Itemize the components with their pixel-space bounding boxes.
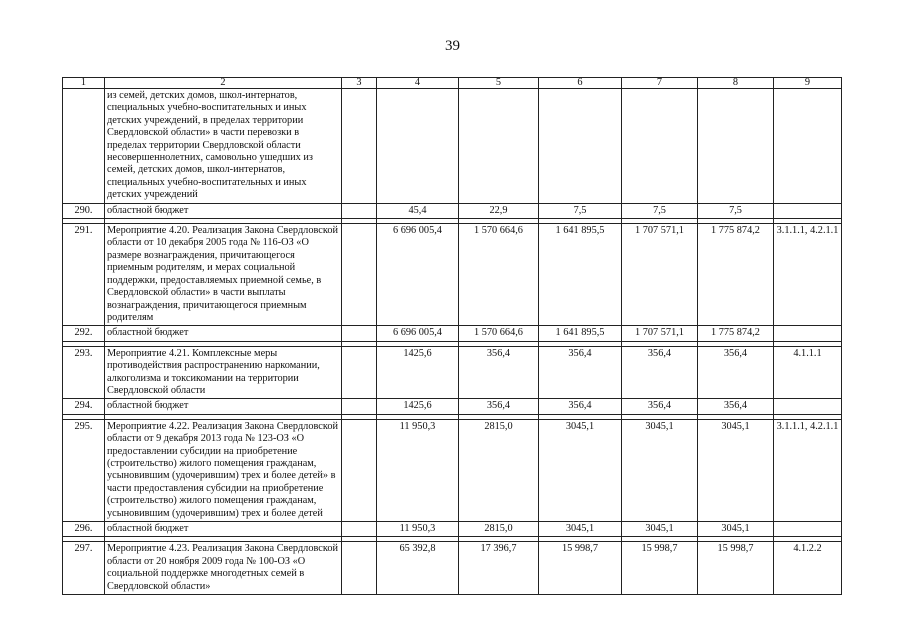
row-number [63,89,105,204]
cell-col4: 1425,6 [377,399,459,414]
cell-col7 [622,89,698,204]
cell-col6: 3045,1 [539,419,622,521]
cell-col4: 6 696 005,4 [377,326,459,341]
row-description: областной бюджет [105,203,342,218]
cell-col5: 356,4 [459,399,539,414]
cell-col7: 1 707 571,1 [622,224,698,326]
cell-col3 [342,89,377,204]
cell-col6: 3045,1 [539,522,622,537]
cell-col8: 1 775 874,2 [698,224,774,326]
cell-col3 [342,542,377,595]
table-row [63,89,842,204]
cell-col9: 3.1.1.1, 4.2.1.1 [774,224,842,326]
cell-col8: 356,4 [698,399,774,414]
cell-col5: 22,9 [459,203,539,218]
cell-col6 [539,89,622,204]
table-row [63,419,842,521]
cell-col8 [698,89,774,204]
cell-col8: 3045,1 [698,522,774,537]
table-row [63,542,842,595]
header-cell: 6 [539,78,622,89]
cell-col7: 3045,1 [622,419,698,521]
cell-col5: 1 570 664,6 [459,326,539,341]
header-cell: 1 [63,78,105,89]
cell-col9: 4.1.2.2 [774,542,842,595]
header-cell: 2 [105,78,342,89]
cell-col9: 3.1.1.1, 4.2.1.1 [774,419,842,521]
cell-col5: 2815,0 [459,522,539,537]
cell-col5 [459,89,539,204]
cell-col3 [342,326,377,341]
cell-col7: 356,4 [622,399,698,414]
header-cell: 7 [622,78,698,89]
cell-col9 [774,522,842,537]
cell-col8: 356,4 [698,346,774,399]
cell-col9: 4.1.1.1 [774,346,842,399]
header-cell: 5 [459,78,539,89]
row-number: 294. [63,399,105,414]
cell-col7: 1 707 571,1 [622,326,698,341]
row-description: областной бюджет [105,522,342,537]
cell-col8: 7,5 [698,203,774,218]
header-cell: 9 [774,78,842,89]
cell-col4: 11 950,3 [377,522,459,537]
table-header-row [63,78,842,89]
row-description: Мероприятие 4.20. Реализация Закона Свердловской области от 10 декабря 2005 года № 116-ОЗ «О размере вознаграждения, причитающегося приемным родителям, и мерах социальной поддержки, предоставляемых приемной семье, в Свердловской области» в части выплаты вознаграждения, причитающегося приемным родителям [105,224,342,326]
row-description: Мероприятие 4.21. Комплексные меры противодействия распространению наркомании, алкоголизма и токсикомании на территории Свердловской области [105,346,342,399]
cell-col4: 6 696 005,4 [377,224,459,326]
cell-col5: 356,4 [459,346,539,399]
cell-col8: 3045,1 [698,419,774,521]
cell-col5: 17 396,7 [459,542,539,595]
cell-col5: 2815,0 [459,419,539,521]
cell-col3 [342,346,377,399]
row-number: 295. [63,419,105,521]
cell-col6: 356,4 [539,346,622,399]
cell-col6: 1 641 895,5 [539,224,622,326]
cell-col8: 1 775 874,2 [698,326,774,341]
row-description: Мероприятие 4.23. Реализация Закона Свердловской области от 20 ноября 2009 года № 100-ОЗ «О социальной поддержке многодетных семей в Свердловской области» [105,542,342,595]
table-row [63,224,842,326]
cell-col3 [342,399,377,414]
cell-col6: 7,5 [539,203,622,218]
cell-col9 [774,203,842,218]
row-description: областной бюджет [105,326,342,341]
table-row [63,326,842,341]
row-description: Мероприятие 4.22. Реализация Закона Свердловской области от 9 декабря 2013 года № 123-ОЗ «О предоставлении субсидии на приобретение (строительство) жилого помещения гражданам, усыновившим (удочерившим) трех и более детей» в части предоставления субсидии на приобретение (строительство) жилого помещения гражданам, усыновившим (удочерившим) трех и более детей [105,419,342,521]
cell-col4: 65 392,8 [377,542,459,595]
table-row [63,203,842,218]
cell-col4: 11 950,3 [377,419,459,521]
cell-col3 [342,224,377,326]
cell-col3 [342,203,377,218]
cell-col3 [342,522,377,537]
header-cell: 3 [342,78,377,89]
table-row [63,399,842,414]
cell-col9 [774,326,842,341]
cell-col7: 7,5 [622,203,698,218]
table-row [63,346,842,399]
cell-col4 [377,89,459,204]
row-number: 292. [63,326,105,341]
cell-col4: 1425,6 [377,346,459,399]
cell-col5: 1 570 664,6 [459,224,539,326]
row-description: из семей, детских домов, школ-интернатов, специальных учебно-воспитательных и иных детских учреждений, в пределах территории Свердловской области» в части перевозки в пределах территории Свердловской области несовершеннолетних, самовольно ушедших из семей, детских домов, школ-интернатов, специальных учебно-воспитательных и иных детских учреждений [105,89,342,204]
row-number: 297. [63,542,105,595]
header-cell: 4 [377,78,459,89]
cell-col6: 15 998,7 [539,542,622,595]
page-number: 39 [445,38,460,54]
table-row [63,522,842,537]
cell-col6: 1 641 895,5 [539,326,622,341]
budget-table [62,77,842,595]
cell-col9 [774,399,842,414]
row-number: 290. [63,203,105,218]
header-cell: 8 [698,78,774,89]
cell-col7: 356,4 [622,346,698,399]
row-number: 291. [63,224,105,326]
row-number: 296. [63,522,105,537]
cell-col4: 45,4 [377,203,459,218]
cell-col7: 15 998,7 [622,542,698,595]
row-number: 293. [63,346,105,399]
row-description: областной бюджет [105,399,342,414]
cell-col9 [774,89,842,204]
cell-col7: 3045,1 [622,522,698,537]
cell-col8: 15 998,7 [698,542,774,595]
cell-col3 [342,419,377,521]
cell-col6: 356,4 [539,399,622,414]
